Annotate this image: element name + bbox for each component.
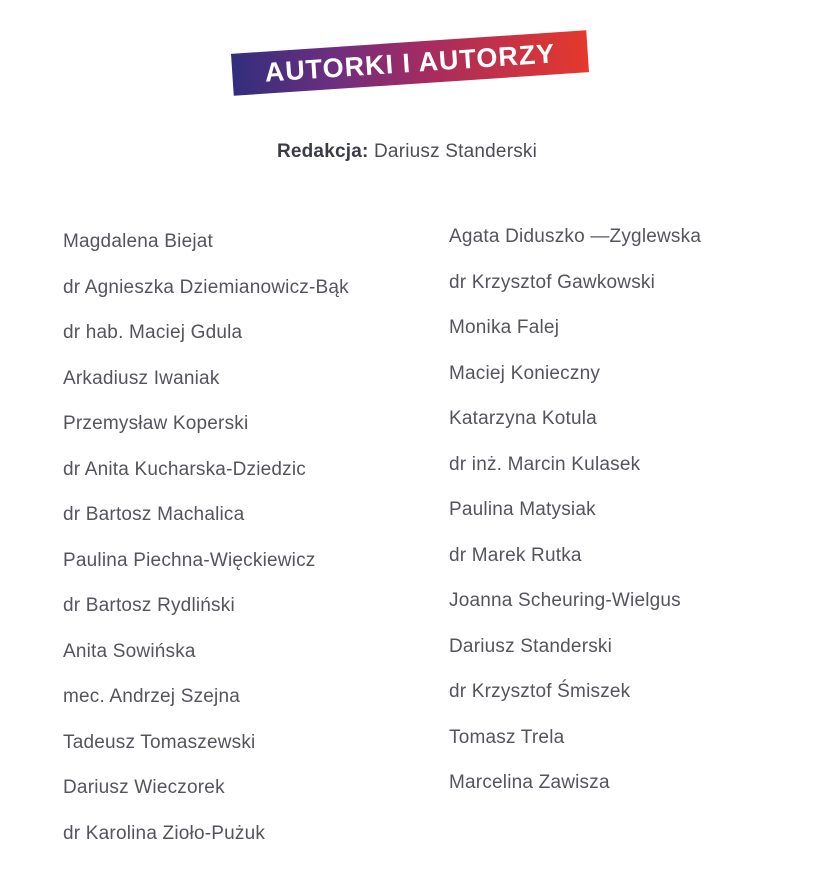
author-name: Maciej Konieczny bbox=[449, 362, 601, 384]
author-name: Tadeusz Tomaszewski bbox=[63, 731, 256, 753]
author-name: dr Krzysztof Śmiszek bbox=[449, 681, 631, 702]
author-name: dr Agnieszka Dziemianowicz-Bąk bbox=[63, 276, 349, 298]
author-name: dr Karolina Zioło-Pużuk bbox=[63, 822, 266, 844]
editor-name: Dariusz Standerski bbox=[374, 141, 538, 162]
author-name: Monika Falej bbox=[449, 317, 560, 338]
author-name: Magdalena Biejat bbox=[63, 231, 214, 252]
author-name: Anita Sowińska bbox=[63, 640, 196, 662]
author-name: Agata Diduszko —Zyglewska bbox=[449, 226, 702, 247]
banner-title: AUTORKI I AUTORZY bbox=[263, 37, 557, 88]
author-name: Tomasz Trela bbox=[449, 726, 565, 748]
editor-line bbox=[0, 141, 814, 163]
author-name: Katarzyna Kotula bbox=[449, 408, 597, 429]
editor-label: Redakcja: bbox=[276, 141, 369, 162]
author-name: Arkadiusz Iwaniak bbox=[63, 367, 220, 389]
author-name: Joanna Scheuring-Wielgus bbox=[449, 590, 681, 611]
author-name: Dariusz Standerski bbox=[449, 635, 613, 657]
authors-banner bbox=[231, 30, 589, 96]
author-name: dr hab. Maciej Gdula bbox=[63, 322, 243, 343]
author-name: Paulina Piechna-Więckiewicz bbox=[63, 549, 316, 571]
author-name: dr Marek Rutka bbox=[449, 544, 582, 566]
author-name: dr Bartosz Machalica bbox=[63, 504, 245, 525]
author-name: Paulina Matysiak bbox=[449, 499, 596, 520]
author-name: Przemysław Koperski bbox=[63, 413, 249, 434]
author-name: mec. Andrzej Szejna bbox=[63, 686, 240, 707]
author-name: Dariusz Wieczorek bbox=[63, 777, 225, 798]
author-name: dr Anita Kucharska-Dziedzic bbox=[63, 458, 307, 480]
author-name: dr Bartosz Rydliński bbox=[63, 595, 235, 616]
author-name: Marcelina Zawisza bbox=[449, 772, 610, 793]
authors-column-left bbox=[63, 231, 349, 868]
author-name: dr Krzysztof Gawkowski bbox=[449, 271, 656, 293]
authors-column-right bbox=[449, 226, 701, 818]
author-name: dr inż. Marcin Kulasek bbox=[449, 453, 641, 475]
